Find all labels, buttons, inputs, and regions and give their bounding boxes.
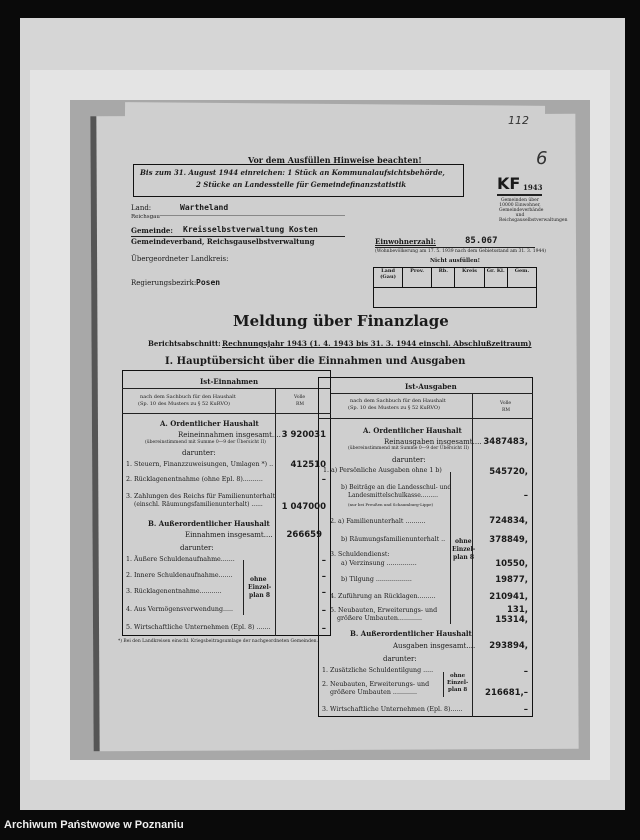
expense-b-title: B. Außerordentlicher Haushalt xyxy=(350,629,472,638)
income-b-title: B. Außerordentlicher Haushalt xyxy=(148,519,270,528)
income-row-value: 412510 xyxy=(290,460,326,470)
gemeinde-label: Gemeinde: xyxy=(131,226,173,235)
code-col: Prov. xyxy=(403,268,432,288)
ohne-einzelplan-label: Einzel- xyxy=(248,584,272,591)
landkreis-label: Übergeordneter Landkreis: xyxy=(131,255,229,263)
einwohner-value: 85.067 xyxy=(465,236,498,246)
ohne-einzelplan-label: ohne xyxy=(455,538,472,545)
income-row-label: 3. Zahlungen des Reichs für Familienunterhalt xyxy=(126,493,276,500)
expense-row-label: 4. Zuführung an Rücklagen......... xyxy=(330,593,436,600)
divider xyxy=(122,388,331,389)
expense-row-label: 3. Wirtschaftliche Unternehmen (Epl. 8)...... xyxy=(322,706,463,713)
divider xyxy=(318,418,533,419)
darunter-label: darunter: xyxy=(180,544,214,552)
expense-row-value: 724834, xyxy=(489,516,528,526)
income-row-label: 5. Wirtschaftliche Unternehmen (Epl. 8) ....... xyxy=(126,624,271,631)
expense-row-label: 5. Neubauten, Erweiterungs- und xyxy=(330,607,438,614)
income-row-value: – xyxy=(321,624,326,634)
expense-row-value: 10550, xyxy=(495,559,528,569)
ohne-einzelplan-label: Einzel- xyxy=(452,546,476,553)
income-row-value: – xyxy=(321,588,326,598)
expense-row-label: 1. a) Persönliche Ausgaben ohne 1 b) xyxy=(323,467,442,474)
regierungsbezirk-value: Posen xyxy=(196,278,221,287)
divider xyxy=(275,388,276,636)
bracket xyxy=(450,472,451,624)
expense-row-label: b) Beiträge an die Landesschul- und xyxy=(341,484,452,491)
darunter-label: darunter: xyxy=(182,449,216,457)
code-col: Kreis xyxy=(455,268,484,288)
divider xyxy=(331,393,533,394)
unit-label: RM xyxy=(502,408,510,413)
expense-row-label: größere Umbauten............ xyxy=(337,615,422,622)
expense-row-value: – xyxy=(523,705,528,715)
expense-row-label: b) Tilgung .................. xyxy=(341,576,412,583)
income-row-label: 1. Steuern, Finanzzuweisungen, Umlagen *) .. xyxy=(126,461,274,468)
form-code: KF xyxy=(497,174,521,193)
expense-row-label: b) Räumungsfamilienunterhalt .. xyxy=(341,536,446,543)
footnote: *) Bei den Landkreisen einschl. Kriegsbeitragsumlage der nachgeordneten Gemeinden. xyxy=(118,639,318,644)
unit-label: Volle xyxy=(294,395,306,400)
ohne-einzelplan-label: ohne xyxy=(450,673,466,679)
code-col: Gr. Kl. xyxy=(485,268,508,288)
ohne-einzelplan-label: Einzel- xyxy=(447,680,469,686)
income-b-total-label: Einnahmen insgesamt.... xyxy=(185,531,273,539)
expense-row-note: (nur bei Preußen und Schaumburg-Lippe) xyxy=(348,502,434,507)
expense-b-total: 293894, xyxy=(489,641,528,651)
income-row-label: 2. Innere Schuldenaufnahme....... xyxy=(126,572,233,579)
gemeindeverband-label: Gemeindeverband, Reichsgauselbstverwaltung xyxy=(131,237,315,246)
regierungsbezirk-label: Regierungsbezirk: xyxy=(131,279,197,287)
deadline-line-1: Bis zum 31. August 1944 einreichen: 1 Stück an Kommunalaufsichtsbehörde, xyxy=(140,168,445,177)
expense-row-value: 545720, xyxy=(489,467,528,477)
income-row-value: – xyxy=(321,606,326,616)
income-subheader: (Sp. 10 des Musters zu § 52 KuRVO) xyxy=(138,401,230,407)
expense-a-title: A. Ordentlicher Haushalt xyxy=(363,426,462,435)
nicht-ausfuellen-label: Nicht ausfüllen! xyxy=(430,258,481,264)
expense-row-value: 378849, xyxy=(489,535,528,545)
expense-row-value: 131, xyxy=(507,605,528,615)
expense-a-total: 3487483, xyxy=(483,437,528,447)
expense-header: Ist-Ausgaben xyxy=(405,382,457,391)
expense-subheader: (Sp. 10 des Musters zu § 52 KuRVO) xyxy=(348,405,440,411)
expense-row-value: 19877, xyxy=(495,575,528,585)
income-row-label: 2. Rücklagenentnahme (ohne Epl. 8).......... xyxy=(126,476,263,483)
expense-b-total-label: Ausgaben insgesamt.... xyxy=(393,642,476,650)
form-scope-note: Gemeinden über 10000 Einwohner, Gemeindeverbände und Reichsgauselbstverwaltungen xyxy=(499,198,568,223)
period-label: Berichtsabschnitt: xyxy=(148,339,221,348)
expense-row-value: 210941, xyxy=(489,592,528,602)
form-year: 1943 xyxy=(523,183,543,192)
note: (übereinstimmend mit Summe 0—9 der Übersicht II) xyxy=(145,440,266,445)
expense-row-label: 3. Schuldendienst: xyxy=(330,551,390,558)
divider xyxy=(497,194,542,196)
field-line xyxy=(160,215,345,216)
expense-row-label: 2. a) Familienunterhalt .......... xyxy=(330,518,426,525)
unit-label: RM xyxy=(296,402,304,407)
income-row-value: – xyxy=(321,572,326,582)
bracket xyxy=(443,672,444,697)
income-row-label: 1. Äußere Schuldenaufnahme....... xyxy=(126,556,235,563)
expense-row-value: 216681,– xyxy=(485,688,528,698)
income-subheader: nach dem Sachbuch für den Haushalt xyxy=(140,394,236,400)
einwohner-note: (Wohnbevölkerung am 17. 5. 1939 nach dem Gebietsstand am 31. 3. 1944) xyxy=(375,249,546,254)
income-a-total: 3 920031 xyxy=(281,430,326,440)
deadline-line-2: 2 Stücke an Landesstelle für Gemeindefinanzstatistik xyxy=(196,180,407,189)
expense-subheader: nach dem Sachbuch für den Haushalt xyxy=(350,398,446,404)
darunter-label: darunter: xyxy=(392,456,426,464)
code-col: Rb. xyxy=(432,268,455,288)
darunter-label: darunter: xyxy=(383,655,417,663)
code-col: Gem. xyxy=(508,268,536,288)
income-row-label: 3. Rücklagenentnahme........... xyxy=(126,588,222,595)
field-line xyxy=(375,247,535,248)
handwritten-page-number: 6 xyxy=(536,148,548,169)
einwohner-label: Einwohnerzahl: xyxy=(375,237,436,246)
code-table xyxy=(373,267,537,308)
income-a-total-label: Reineinnahmen insgesamt.... xyxy=(178,431,281,439)
expense-row-value: – xyxy=(523,667,528,677)
income-row-label: (einschl. Räumungsfamilienunterhalt) ...... xyxy=(134,501,263,508)
expense-row-value: 15314, xyxy=(495,615,528,625)
code-col: Land (Gau) xyxy=(374,268,403,288)
archive-credit: Archiwum Państwowe w Poznaniu xyxy=(4,819,184,831)
notice-heading: Vor dem Ausfüllen Hinweise beachten! xyxy=(248,155,422,165)
income-row-value: 1 047000 xyxy=(281,502,326,512)
income-row-value: – xyxy=(321,475,326,485)
note: (übereinstimmend mit Summe 0—9 der Übersicht II) xyxy=(348,446,469,451)
unit-label: Volle xyxy=(500,401,512,406)
section-title: I. Hauptübersicht über die Einnahmen und Ausgaben xyxy=(165,356,466,367)
reichsgau-label: Reichsgau xyxy=(131,214,160,220)
page-title: Meldung über Finanzlage xyxy=(233,312,449,330)
expense-row-label: 1. Zusätzliche Schuldentilgung ..... xyxy=(322,667,434,674)
divider xyxy=(122,413,331,414)
field-line xyxy=(131,236,345,237)
income-a-title: A. Ordentlicher Haushalt xyxy=(160,419,259,428)
ohne-einzelplan-label: plan 8 xyxy=(249,592,270,599)
handwritten-number: 112 xyxy=(508,114,529,127)
expense-a-total-label: Reinausgaben insgesamt.... xyxy=(384,438,482,446)
ohne-einzelplan-label: plan 8 xyxy=(453,554,474,561)
income-header: Ist-Einnahmen xyxy=(200,377,259,386)
bracket xyxy=(243,560,244,615)
land-label: Land: xyxy=(131,204,152,212)
gemeinde-value: Kreisselbstverwaltung Kosten xyxy=(183,225,318,234)
income-row-label: 4. Aus Vermögensverwendung..... xyxy=(126,606,234,613)
expense-row-label: 2. Neubauten, Erweiterungs- und xyxy=(322,681,430,688)
expense-row-value: – xyxy=(523,491,528,501)
expense-row-label: a) Verzinsung ............... xyxy=(341,560,417,567)
expense-row-label: Landesmittelschulkasse......... xyxy=(348,492,438,499)
income-row-value: – xyxy=(321,556,326,566)
expense-row-label: größere Umbauten ............ xyxy=(330,689,417,696)
income-b-total: 266659 xyxy=(286,530,322,540)
period-value: Rechnungsjahr 1943 (1. 4. 1943 bis 31. 3. 1944 einschl. Abschlußzeitraum) xyxy=(222,339,532,348)
ohne-einzelplan-label: plan 8 xyxy=(448,687,468,693)
ohne-einzelplan-label: ohne xyxy=(250,576,267,583)
land-value: Wartheland xyxy=(180,203,229,212)
